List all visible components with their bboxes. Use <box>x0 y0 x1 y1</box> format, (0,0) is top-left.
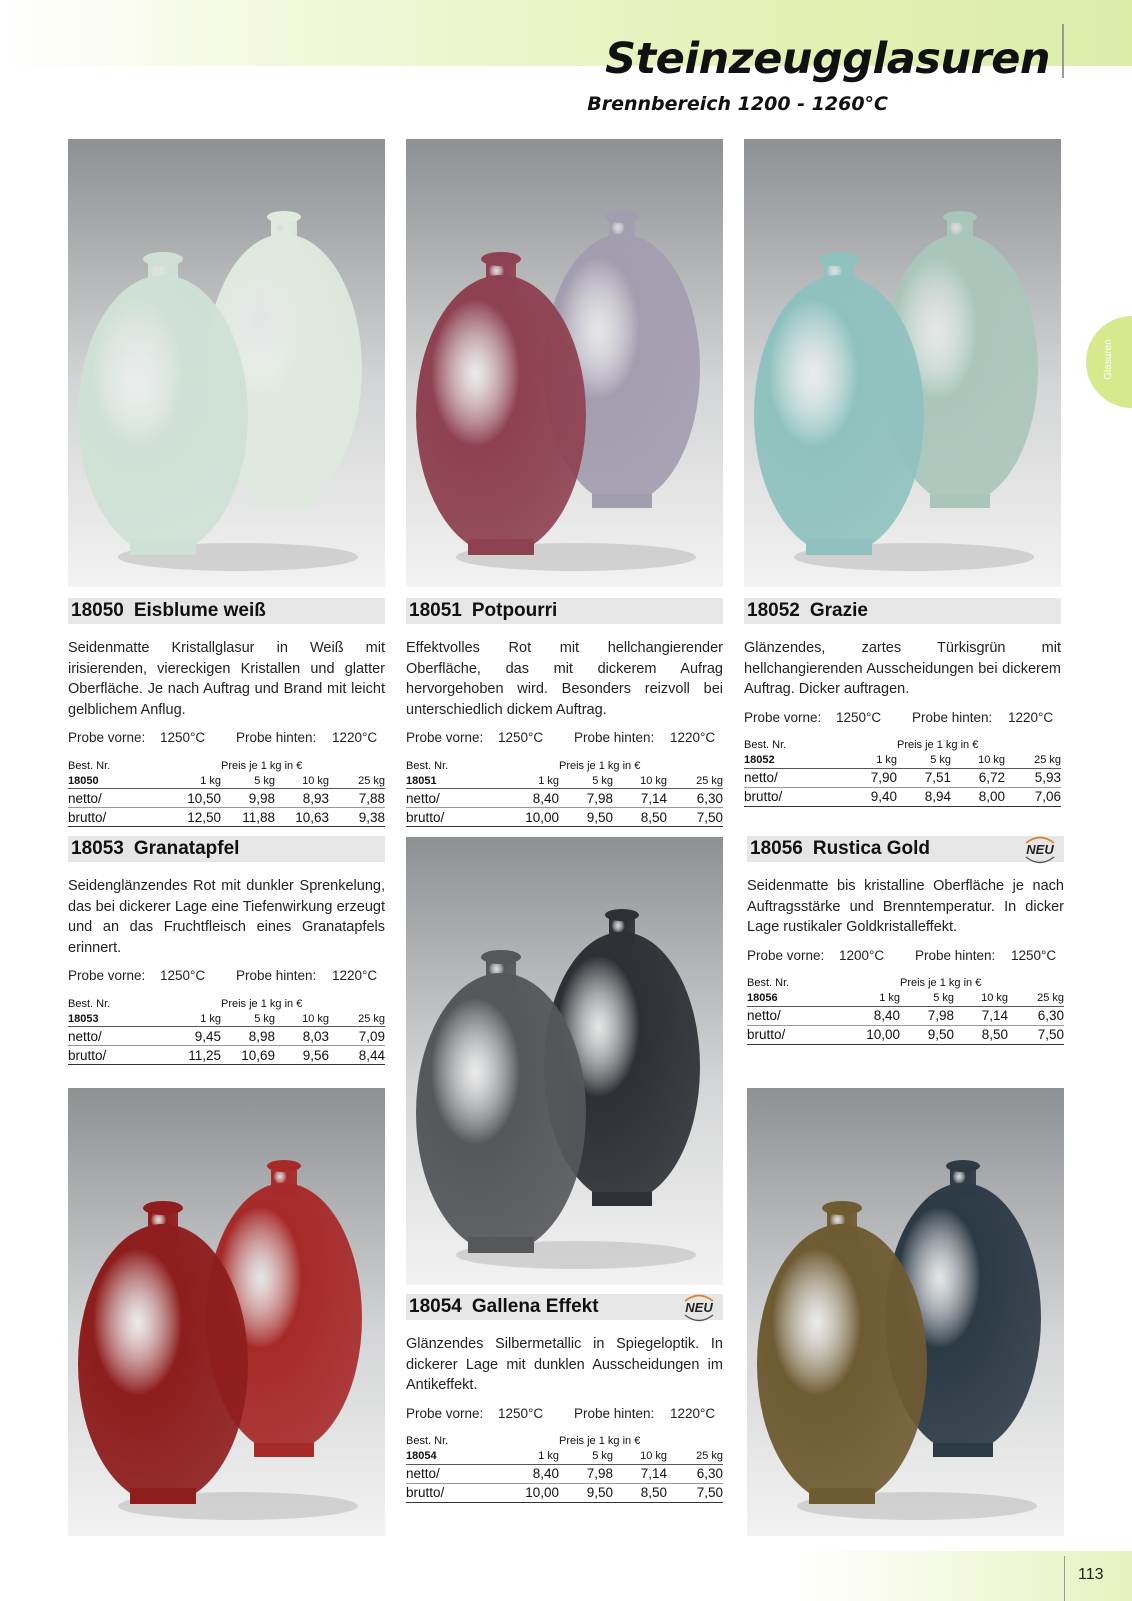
product-heading <box>406 1294 723 1320</box>
price-cell: 6,72 <box>951 768 1005 787</box>
best-nr-label: Best. Nr. <box>406 759 449 772</box>
product-block-18053 <box>68 836 385 1065</box>
product-description: Seidenglänzendes Rot mit dunkler Sprenkelung, das bei dickerer Lage eine Tiefenwirkung erzeugt und an das Fruchtfleisch eines Granatapfels erinnert. <box>68 878 385 956</box>
product-description: Seidenmatte Kristallglasur in Weiß mit irisierenden, viereckigen Kristallen und glatter Oberfläche. Je nach Auftrag und Brand mit leicht gelblichem Anflug. <box>68 640 385 718</box>
price-cell: 9,50 <box>559 1483 613 1502</box>
product-photo-18051 <box>406 139 723 587</box>
price-cell: 8,50 <box>613 1483 667 1502</box>
price-cell: 7,50 <box>1008 1025 1064 1044</box>
column-header: 5 kg <box>221 1011 275 1027</box>
page-subtitle: Brennbereich 1200 - 1260°C <box>587 93 888 115</box>
product-block-18052 <box>744 598 1061 807</box>
product-number: 18051 <box>409 600 462 621</box>
column-header: 10 kg <box>951 753 1005 769</box>
probe-front-value: 1200°C <box>839 947 885 963</box>
row-label: netto/ <box>406 1464 470 1483</box>
price-cell: 7,98 <box>559 1464 613 1483</box>
column-header: 25 kg <box>667 773 723 789</box>
price-caption: Preis je 1 kg in € <box>221 759 303 772</box>
column-header: 25 kg <box>1005 753 1061 769</box>
table-row <box>744 787 1061 806</box>
probe-temperatures <box>744 710 1061 728</box>
row-label: brutto/ <box>406 808 470 827</box>
product-name: Potpourri <box>471 600 558 621</box>
vase-photo <box>68 139 385 587</box>
probe-back-value: 1250°C <box>1011 947 1057 963</box>
column-header: 25 kg <box>1008 991 1064 1007</box>
price-cell: 7,88 <box>329 789 385 808</box>
section-tab-glasuren[interactable] <box>1086 316 1132 408</box>
probe-front-value: 1250°C <box>160 730 206 745</box>
price-cell: 6,30 <box>667 1464 723 1483</box>
product-description: Seidenmatte bis kristalline Oberfläche je nach Auftragsstärke und Brenntemperatur. In dicker Lage rustikaler Goldkristalleffekt. <box>747 878 1064 935</box>
footer-band <box>0 1551 1132 1601</box>
order-number: 18056 <box>747 991 811 1007</box>
probe-front-label: Probe vorne: <box>68 968 146 983</box>
row-label: netto/ <box>68 1027 132 1046</box>
product-block-18054 <box>406 1294 723 1503</box>
probe-front-value: 1250°C <box>160 968 206 983</box>
probe-back-value: 1220°C <box>332 730 378 745</box>
price-cell: 9,40 <box>808 787 897 806</box>
product-block-18056 <box>747 836 1064 1045</box>
column-header: 25 kg <box>667 1449 723 1465</box>
product-heading <box>68 598 385 624</box>
column-header: 10 kg <box>613 773 667 789</box>
table-row <box>744 768 1061 787</box>
vase-photo <box>744 139 1061 587</box>
section-tab-label: Glasuren <box>1102 339 1114 380</box>
price-cell: 7,90 <box>808 768 897 787</box>
product-description: Glänzendes, zartes Türkisgrün mit hellchangierenden Ausscheidungen bei dickerem Auftrag. Dicker auftragen. <box>744 640 1061 697</box>
row-label: brutto/ <box>68 1046 132 1065</box>
column-header: 10 kg <box>613 1449 667 1465</box>
product-heading <box>406 598 723 624</box>
table-row <box>406 1464 723 1483</box>
price-cell: 8,44 <box>329 1046 385 1065</box>
probe-front-value: 1250°C <box>498 730 544 745</box>
column-header: 25 kg <box>329 1011 385 1027</box>
probe-back-label: Probe hinten: <box>912 709 993 725</box>
product-block-18051 <box>406 598 723 827</box>
price-cell: 10,50 <box>132 789 221 808</box>
table-row <box>406 789 723 808</box>
price-cell: 12,50 <box>132 808 221 827</box>
price-cell: 9,56 <box>275 1046 329 1065</box>
column-header: 10 kg <box>954 991 1008 1007</box>
probe-front-label: Probe vorne: <box>406 1405 484 1421</box>
column-header: 10 kg <box>275 1011 329 1027</box>
price-caption: Preis je 1 kg in € <box>897 739 979 751</box>
probe-front-value: 1250°C <box>836 709 882 725</box>
probe-back-label: Probe hinten: <box>236 968 317 983</box>
price-cell: 9,38 <box>329 808 385 827</box>
price-table <box>406 1434 723 1503</box>
table-row <box>68 1027 385 1046</box>
probe-temperatures <box>406 730 723 748</box>
price-table <box>68 996 385 1065</box>
product-description: Glänzendes Silbermetallic in Spiegeloptik. In dickerer Lage mit dunklen Ausscheidungen im Antikeffekt. <box>406 1336 723 1393</box>
price-cell: 10,63 <box>275 808 329 827</box>
price-cell: 5,93 <box>1005 768 1061 787</box>
column-header: 1 kg <box>470 1449 559 1465</box>
price-cell: 8,94 <box>897 787 951 806</box>
probe-front-label: Probe vorne: <box>744 709 822 725</box>
price-cell: 7,14 <box>954 1006 1008 1025</box>
product-name: Granatapfel <box>133 838 240 859</box>
price-cell: 7,98 <box>900 1006 954 1025</box>
vase-photo <box>406 837 723 1285</box>
price-cell: 10,69 <box>221 1046 275 1065</box>
row-label: netto/ <box>68 789 132 808</box>
header-divider <box>1062 24 1064 78</box>
column-header: 5 kg <box>897 753 951 769</box>
row-label: netto/ <box>747 1006 811 1025</box>
price-cell: 7,98 <box>559 789 613 808</box>
vase-photo <box>68 1088 385 1536</box>
probe-back-value: 1220°C <box>332 968 378 983</box>
price-cell: 7,14 <box>613 789 667 808</box>
table-row <box>68 789 385 808</box>
probe-back-label: Probe hinten: <box>236 730 317 745</box>
product-photo-18056 <box>747 1088 1064 1536</box>
price-table <box>747 976 1064 1045</box>
page-title: Steinzeugglasuren <box>605 34 1050 84</box>
price-cell: 9,45 <box>132 1027 221 1046</box>
price-cell: 10,00 <box>470 808 559 827</box>
table-row <box>406 1483 723 1502</box>
probe-front-label: Probe vorne: <box>747 947 825 963</box>
row-label: brutto/ <box>406 1483 470 1502</box>
product-photo-18050 <box>68 139 385 587</box>
column-header: 1 kg <box>811 991 900 1007</box>
column-header: 25 kg <box>329 773 385 789</box>
product-number: 18052 <box>747 600 800 621</box>
row-label: brutto/ <box>747 1025 811 1044</box>
new-badge <box>1020 829 1060 869</box>
column-header: 5 kg <box>900 991 954 1007</box>
product-heading <box>747 836 1064 862</box>
price-cell: 10,00 <box>470 1483 559 1502</box>
product-photo-18054 <box>406 837 723 1285</box>
column-header: 5 kg <box>221 773 275 789</box>
product-name: Gallena Effekt <box>471 1296 599 1317</box>
product-photo-18053 <box>68 1088 385 1536</box>
probe-back-label: Probe hinten: <box>915 947 996 963</box>
best-nr-label: Best. Nr. <box>68 759 111 772</box>
product-number: 18056 <box>750 838 803 859</box>
column-header: 1 kg <box>808 753 897 769</box>
new-badge-label: NEU <box>685 1300 713 1315</box>
price-cell: 7,06 <box>1005 787 1061 806</box>
column-header: 1 kg <box>470 773 559 789</box>
order-number: 18054 <box>406 1449 470 1465</box>
price-cell: 7,50 <box>667 808 723 827</box>
best-nr-label: Best. Nr. <box>747 977 790 989</box>
column-header: 1 kg <box>132 1011 221 1027</box>
product-name: Eisblume weiß <box>133 600 266 621</box>
table-row <box>747 1006 1064 1025</box>
row-label: brutto/ <box>744 787 808 806</box>
price-cell: 8,98 <box>221 1027 275 1046</box>
best-nr-label: Best. Nr. <box>68 997 111 1010</box>
row-label: netto/ <box>744 768 808 787</box>
footer-divider <box>1064 1556 1065 1601</box>
price-caption: Preis je 1 kg in € <box>559 1435 641 1447</box>
probe-back-value: 1220°C <box>1008 709 1054 725</box>
price-table <box>744 738 1061 807</box>
product-heading <box>68 836 385 862</box>
probe-temperatures <box>68 730 385 748</box>
table-row <box>406 808 723 827</box>
order-number: 18052 <box>744 753 808 769</box>
column-header: 1 kg <box>132 773 221 789</box>
price-cell: 7,14 <box>613 1464 667 1483</box>
price-cell: 11,88 <box>221 808 275 827</box>
probe-temperatures <box>747 948 1064 966</box>
price-cell: 8,03 <box>275 1027 329 1046</box>
product-number: 18054 <box>409 1296 462 1317</box>
price-cell: 7,51 <box>897 768 951 787</box>
product-number: 18053 <box>71 838 124 859</box>
price-cell: 8,50 <box>954 1025 1008 1044</box>
table-row <box>68 808 385 827</box>
probe-back-label: Probe hinten: <box>574 730 655 745</box>
row-label: netto/ <box>406 789 470 808</box>
price-cell: 8,40 <box>470 789 559 808</box>
best-nr-label: Best. Nr. <box>406 1435 449 1447</box>
product-heading <box>744 598 1061 624</box>
order-number: 18051 <box>406 773 470 789</box>
probe-front-label: Probe vorne: <box>68 730 146 745</box>
vase-photo <box>747 1088 1064 1536</box>
product-photo-18052 <box>744 139 1061 587</box>
page-number: 113 <box>1078 1566 1104 1583</box>
column-header: 5 kg <box>559 773 613 789</box>
price-caption: Preis je 1 kg in € <box>900 977 982 989</box>
product-name: Rustica Gold <box>812 838 931 859</box>
probe-front-value: 1250°C <box>498 1405 544 1421</box>
price-cell: 6,30 <box>667 789 723 808</box>
probe-temperatures <box>68 968 385 986</box>
price-caption: Preis je 1 kg in € <box>559 759 641 772</box>
price-cell: 7,50 <box>667 1483 723 1502</box>
probe-back-value: 1220°C <box>670 730 716 745</box>
column-header: 10 kg <box>275 773 329 789</box>
price-cell: 9,50 <box>559 808 613 827</box>
row-label: brutto/ <box>68 808 132 827</box>
product-name: Grazie <box>809 600 868 621</box>
price-cell: 8,50 <box>613 808 667 827</box>
product-number: 18050 <box>71 600 124 621</box>
probe-front-label: Probe vorne: <box>406 730 484 745</box>
price-cell: 8,40 <box>811 1006 900 1025</box>
price-cell: 11,25 <box>132 1046 221 1065</box>
probe-temperatures <box>406 1406 723 1424</box>
order-number: 18053 <box>68 1011 132 1027</box>
table-row <box>68 1046 385 1065</box>
price-table <box>68 758 385 827</box>
new-badge <box>679 1287 719 1327</box>
new-badge-label: NEU <box>1026 842 1054 857</box>
price-cell: 8,00 <box>951 787 1005 806</box>
price-cell: 7,09 <box>329 1027 385 1046</box>
best-nr-label: Best. Nr. <box>744 739 787 751</box>
table-row <box>747 1025 1064 1044</box>
price-cell: 8,40 <box>470 1464 559 1483</box>
order-number: 18050 <box>68 773 132 789</box>
vase-photo <box>406 139 723 587</box>
price-cell: 9,98 <box>221 789 275 808</box>
price-cell: 9,50 <box>900 1025 954 1044</box>
probe-back-value: 1220°C <box>670 1405 716 1421</box>
price-cell: 8,93 <box>275 789 329 808</box>
product-block-18050 <box>68 598 385 827</box>
price-table <box>406 758 723 827</box>
probe-back-label: Probe hinten: <box>574 1405 655 1421</box>
product-description: Effektvolles Rot mit hellchangierender Oberfläche, das mit dickerem Aufrag hervorgehoben wird. Besonders reizvoll bei unterschiedlich dickem Auftrag. <box>406 640 723 718</box>
price-cell: 10,00 <box>811 1025 900 1044</box>
price-cell: 6,30 <box>1008 1006 1064 1025</box>
column-header: 5 kg <box>559 1449 613 1465</box>
price-caption: Preis je 1 kg in € <box>221 997 303 1010</box>
